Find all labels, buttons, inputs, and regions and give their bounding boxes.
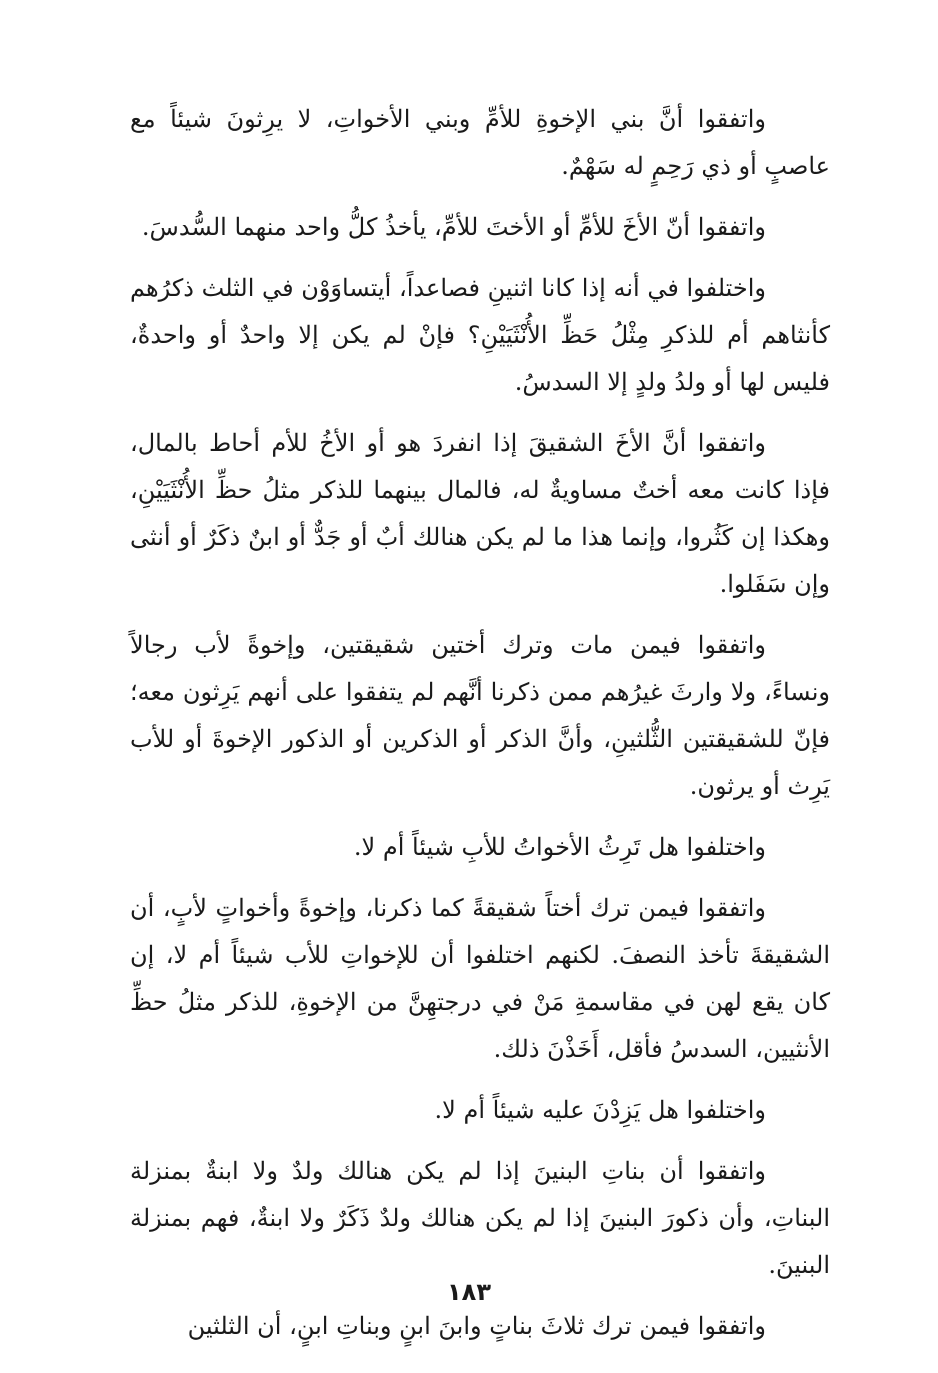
paragraph-3: واختلفوا في أنه إذا كانا اثنينِ فصاعداً، أيتساوَوْن في الثلث ذكرُهم كأنثاهم أم للذكرِ مِثْلُ حَظِّ الأُنْثَيَيْنِ؟ فإنْ لم يكن إلا واحدٌ أو واحدةٌ، فليس لها أو ولدُ ولدٍ إلا السدسُ.: [130, 274, 830, 396]
paragraph-10: واتفقوا فيمن ترك ثلاثَ بناتٍ وابنَ ابنٍ وبناتِ ابنٍ، أن الثلثين: [187, 1312, 766, 1340]
paragraph-9: واتفقوا أن بناتِ البنينَ إذا لم يكن هنالك ولدٌ ولا ابنةٌ بمنزلة البناتِ، وأن ذكورَ البنينَ إذا لم يكن هنالك ولدٌ ذَكَرٌ ولا ابنةٌ، فهم بمنزلة البنينَ.: [130, 1157, 830, 1279]
page-number: ١٨٣: [447, 1278, 491, 1306]
paragraph-4: واتفقوا أنَّ الأخَ الشقيقَ إذا انفردَ هو أو الأخُ للأم أحاط بالمال، فإذا كانت معه أختٌ مساويةٌ له، فالمال بينهما للذكر مثلُ حظِّ الأُنْثَيَيْنِ، وهكذا إن كَثُروا، وإنما هذا ما لم يكن هنالك أبٌ أو جَدٌّ أو ابنٌ ذكَرٌ أو أنثى وإن سَفَلوا.: [130, 429, 830, 598]
paragraph-8: واختلفوا هل يَزِدْنَ عليه شيئاً أم لا.: [434, 1096, 766, 1124]
paragraph-1: واتفقوا أنَّ بني الإخوةِ للأمِّ وبني الأخواتِ، لا يرِثونَ شيئاً مع عاصبٍ أو ذي رَحِمٍ له سَهْمٌ.: [130, 105, 830, 180]
paragraph-2: واتفقوا أنّ الأخَ للأمِّ أو الأختَ للأمِّ، يأخذُ كلُّ واحد منهما السُّدسَ.: [141, 213, 766, 241]
paragraph-6: واختلفوا هل تَرِثُ الأخواتُ للأبِ شيئاً أم لا.: [353, 833, 766, 861]
paragraph-7: واتفقوا فيمن ترك أختاً شقيقةً كما ذكرنا، وإخوةً وأخواتٍ لأبٍ، أن الشقيقةَ تأخذ النصفَ. لكنهم اختلفوا أن للإخواتِ للأب شيئاً أم لا، إن كان يقع لهن في مقاسمةِ مَنْ في درجتهِنَّ من الإخوةِ، للذكر مثلُ حظِّ الأنثيين، السدسُ فأقل، أَخَذْنَ ذلك.: [130, 894, 830, 1063]
body-text: [130, 96, 830, 1364]
paragraph-5: واتفقوا فيمن مات وترك أختين شقيقتين، وإخوةً لأب رجالاً ونساءً، ولا وارثَ غيرُهم ممن ذكرنا أنَّهم لم يتفقوا على أنهم يَرِثون معه؛ فإنّ للشقيقتين الثُّلثينِ، وأنَّ الذكر أو الذكرين أو الذكور الإخوةَ أو للأب يَرِث أو يرثون.: [130, 631, 830, 800]
